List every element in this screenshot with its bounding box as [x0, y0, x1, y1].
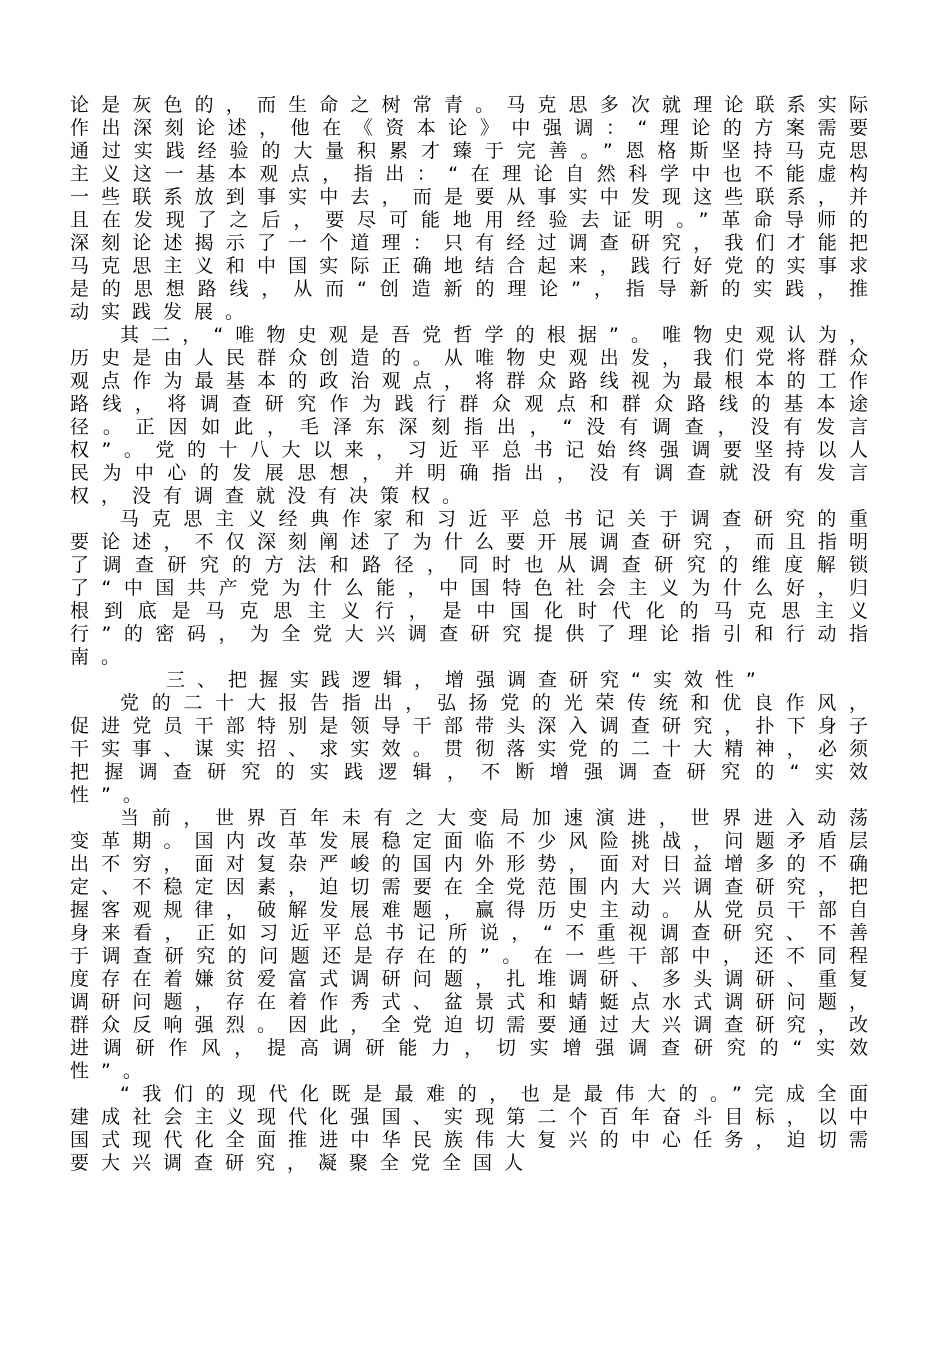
- paragraph-modernization: “我们的现代化既是最难的，也是最伟大的。”完成全面建成社会主义现代化强国、实现第二个百年奋斗目标，以中国式现代化全面推进中华民族伟大复兴的中心任务，迫切需要大兴调查研究，凝聚全党全国人: [70, 1083, 880, 1174]
- paragraph-twentieth-congress: 党的二十大报告指出，弘扬党的光荣传统和优良作风，促进党员干部特别是领导干部带头深入调查研究，扑下身子干实事、谋实招、求实效。贯彻落实党的二十大精神，必须把握调查研究的实践逻辑，不断增强调查研究的“实效性”。: [70, 692, 880, 806]
- document-body: [70, 94, 880, 1175]
- paragraph-historical-materialism: 其二，“唯物史观是吾党哲学的根据”。唯物史观认为，历史是由人民群众创造的。从唯物史观出发，我们党将群众观点作为最基本的政治观点，将群众路线视为最根本的工作路线，将调查研究作为践行群众观点和群众路线的基本途径。正因如此，毛泽东深刻指出，“没有调查，没有发言权”。党的十八大以来，习近平总书记始终强调要坚持以人民为中心的发展思想，并明确指出，没有调查就没有发言权，没有调查就没有决策权。: [70, 324, 880, 507]
- section-heading-three: 三、把握实践逻辑，增强调查研究“实效性”: [166, 669, 768, 691]
- paragraph-theory-practice: 论是灰色的，而生命之树常青。马克思多次就理论联系实际作出深刻论述，他在《资本论》中强调：“理论的方案需要通过实践经验的大量积累才臻于完善。”恩格斯坚持马克思主义这一基本观点，指出：“在理论自然科学中也不能虚构一些联系放到事实中去，而是要从事实中发现这些联系，并且在发现了之后，要尽可能地用经验去证明。”革命导师的深刻论述揭示了一个道理：只有经过调查研究，我们才能把马克思主义和中国实际正确地结合起来，践行好党的实事求是的思想路线，从而“创造新的理论”，指导新的实践，推动实践发展。: [70, 94, 880, 323]
- paragraph-marxist-discourse: 马克思主义经典作家和习近平总书记关于调查研究的重要论述，不仅深刻阐述了为什么要开展调查研究，而且指明了调查研究的方法和路径，同时也从调查研究的维度解锁了“中国共产党为什么能，中国特色社会主义为什么好，归根到底是马克思主义行，是中国化时代化的马克思主义行”的密码，为全党大兴调查研究提供了理论指引和行动指南。: [70, 508, 880, 668]
- paragraph-current-situation: 当前，世界百年未有之大变局加速演进，世界进入动荡变革期。国内改革发展稳定面临不少风险挑战，问题矛盾层出不穷，面对复杂严峻的国内外形势，面对日益增多的不确定、不稳定因素，迫切需要在全党范围内大兴调查研究，把握客观规律，破解发展难题，赢得历史主动。从党员干部自身来看，正如习近平总书记所说，“不重视调查研究、不善于调查研究的问题还是存在的”。在一些干部中，还不同程度存在着嫌贫爱富式调研问题，扎堆调研、多头调研、重复调研问题，存在着作秀式、盆景式和蜻蜓点水式调研问题，群众反响强烈。因此，全党迫切需要通过大兴调查研究，改进调研作风，提高调研能力，切实增强调查研究的“实效性”。: [70, 807, 880, 1082]
